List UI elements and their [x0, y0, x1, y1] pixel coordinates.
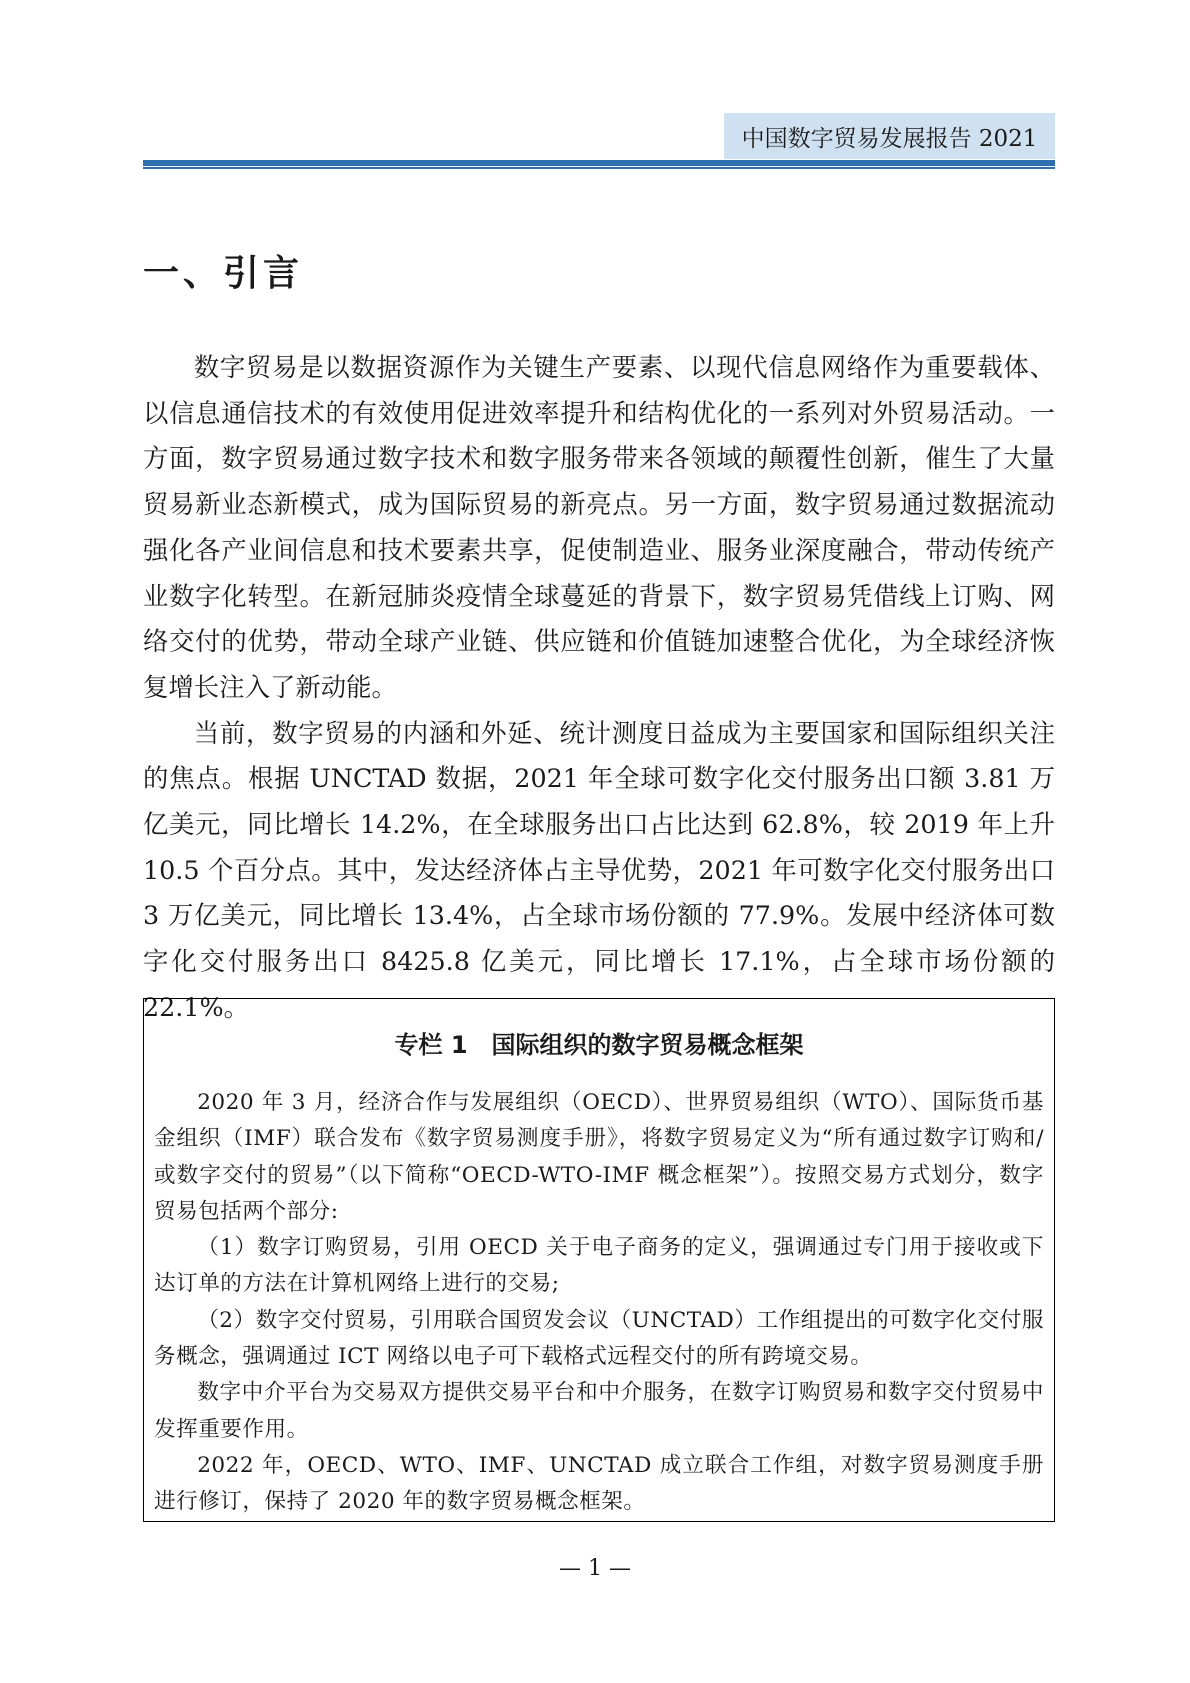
box-paragraph: 数字中介平台为交易双方提供交易平台和中介服务，在数字订购贸易和数字交付贸易中发挥重要作用。: [154, 1380, 1044, 1442]
body-paragraph: 当前，数字贸易的内涵和外延、统计测度日益成为主要国家和国际组织关注的焦点。根据 UNCTAD 数据，2021 年全球可数字化交付服务出口额 3.81 万亿美元，同比增长 14.2%，在全球服务出口占比达到 62.8%，较 2019 年上升 10.5 个百分点。其中，发达经济体占主导优势，2021 年可数字化交付服务出口 3 万亿美元，同比增长 13.4%，占全球市场份额的 77.9%。发展中经济体可数字化交付服务出口 8425.8 亿美元，同比增长 17.1%，占全球市场份额的 22.1%。: [143, 717, 1055, 1022]
box-title: [144, 1025, 1054, 1060]
box-paragraph: 2022 年，OECD、WTO、IMF、UNCTAD 成立联合工作组，对数字贸易测度手册进行修订，保持了 2020 年的数字贸易概念框架。: [154, 1452, 1044, 1515]
header-rule: [143, 160, 1055, 166]
sidebar-box: [143, 998, 1055, 1522]
main-body: [143, 345, 1055, 1031]
report-header-tab: [724, 113, 1055, 159]
box-paragraph: （1）数字订购贸易，引用 OECD 关于电子商务的定义，强调通过专门用于接收或下达订单的方法在计算机网络上进行的交易;: [154, 1235, 1044, 1297]
box-paragraph: （2）数字交付贸易，引用联合国贸发会议（UNCTAD）工作组提出的可数字化交付服务概念，强调通过 ICT 网络以电子可下载格式远程交付的所有跨境交易。: [154, 1307, 1044, 1370]
page-number: — 1 —: [559, 1556, 631, 1581]
box-paragraph: 2020 年 3 月，经济合作与发展组织（OECD）、世界贸易组织（WTO）、国际货币基金组织（IMF）联合发布《数字贸易测度手册》，将数字贸易定义为“所有通过数字订购和/或数字交付的贸易”（以下简称“OECD-WTO-IMF 概念框架”）。按照交易方式划分，数字贸易包括两个部分:: [154, 1090, 1044, 1224]
box-heading: 国际组织的数字贸易概念框架: [491, 1031, 804, 1059]
header-rule-thin: [143, 167, 1055, 169]
section-title: 一、引言: [143, 253, 304, 294]
box-body: [154, 1085, 1044, 1521]
body-paragraph: 数字贸易是以数据资源作为关键生产要素、以现代信息网络作为重要载体、以信息通信技术的有效使用促进效率提升和结构优化的一系列对外贸易活动。一方面，数字贸易通过数字技术和数字服务带来各领域的颠覆性创新，催生了大量贸易新业态新模式，成为国际贸易的新亮点。另一方面，数字贸易通过数据流动强化各产业间信息和技术要素共享，促使制造业、服务业深度融合，带动传统产业数字化转型。在新冠肺炎疫情全球蔓延的背景下，数字贸易凭借线上订购、网络交付的优势，带动全球产业链、供应链和价值链加速整合优化，为全球经济恢复增长注入了新动能。: [143, 352, 1055, 702]
report-title: 中国数字贸易发展报告 2021: [741, 125, 1038, 152]
box-label: 专栏 1: [394, 1031, 468, 1059]
